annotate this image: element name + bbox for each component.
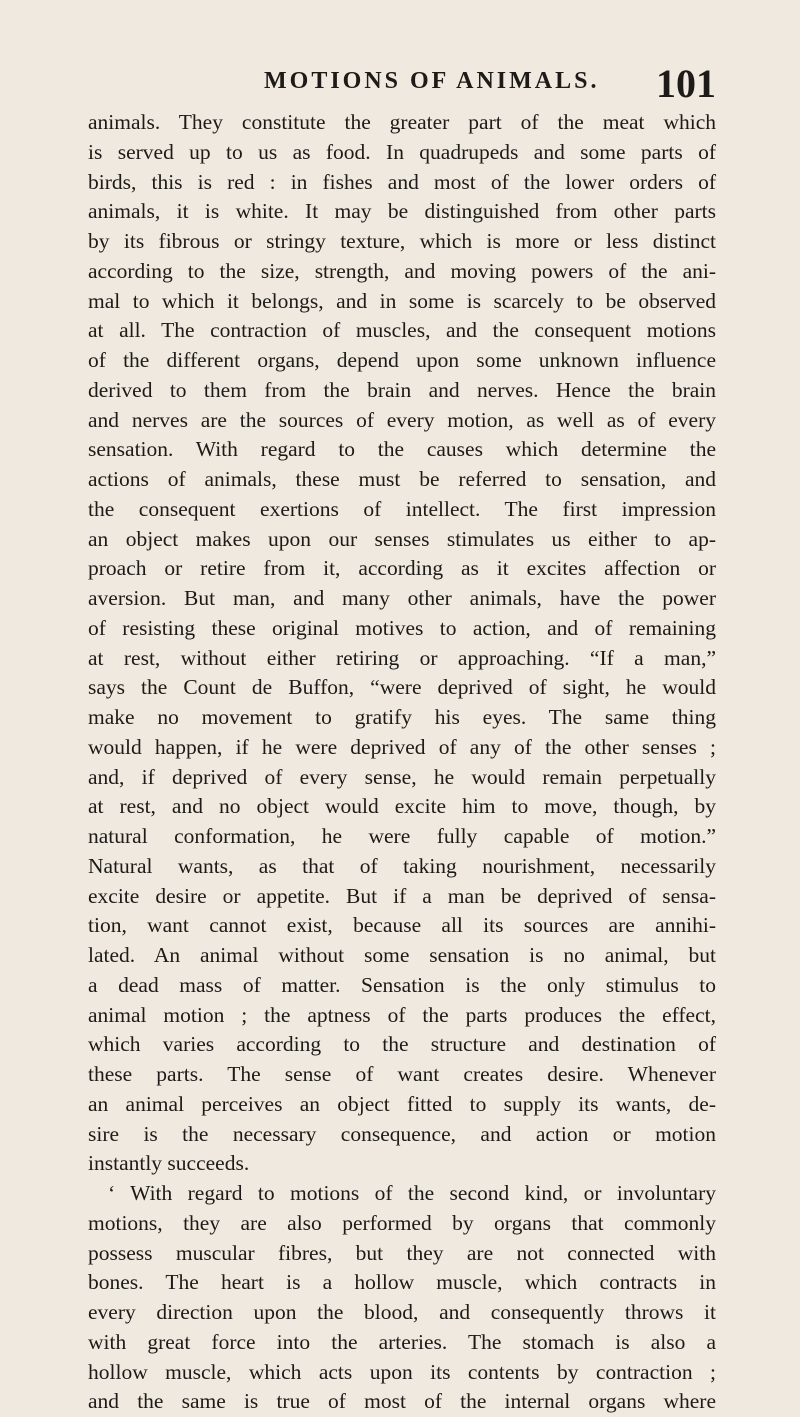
text-line: Natural wants, as that of taking nourishment, necessarily [88,853,716,878]
text-line: derived to them from the brain and nerves. Hence the brain [88,377,716,402]
text-line: animal motion ; the aptness of the parts produces the effect, [88,1002,716,1027]
text-line: aversion. But man, and many other animals, have the power [88,586,716,610]
text-line: by its fibrous or stringy texture, which is more or less distinct [88,229,716,253]
text-line: and the same is true of most of the internal organs where [88,1389,716,1414]
text-line: at rest, and no object would excite him to move, though, by [88,794,716,819]
text-line: the consequent exertions of intellect. The first impression [88,496,716,521]
text-line: possess muscular fibres, but they are not connected with [88,1240,716,1265]
text-line: every direction upon the blood, and consequently throws it [88,1300,716,1324]
text-line: which varies according to the structure and destination of [88,1032,716,1057]
text-line: lated. An animal without some sensation is no animal, but [88,943,716,967]
text-line: actions of animals, these must be referred to sensation, and [88,467,716,491]
running-title: MOTIONS OF ANIMALS. [264,68,600,94]
text-line: make no movement to gratify his eyes. The same thing [88,705,716,729]
text-line: a dead mass of matter. Sensation is the only stimulus to [88,972,716,997]
text-line: an animal perceives an object fitted to supply its wants, de- [88,1091,716,1116]
text-line: and, if deprived of every sense, he would remain perpetually [88,764,716,789]
text-line: is served up to us as food. In quadrupeds and some parts of [88,139,716,164]
text-line: at rest, without either retiring or approaching. “If a man,” [88,645,716,670]
text-line: hollow muscle, which acts upon its contents by contraction ; [88,1359,716,1384]
text-line: and nerves are the sources of every motion, as well as of every [88,407,716,432]
text-line: sire is the necessary consequence, and action or motion [88,1121,716,1146]
body-text [88,108,716,1417]
text-line: of the different organs, depend upon some unknown influence [88,348,716,372]
text-line: ‘ With regard to motions of the second kind, or involuntary [108,1181,716,1205]
text-line: at all. The contraction of muscles, and the consequent motions [88,318,716,343]
text-line: mal to which it belongs, and in some is scarcely to be observed [88,288,716,313]
text-line: tion, want cannot exist, because all its sources are annihi- [88,913,716,938]
text-line: instantly succeeds. [88,1151,250,1176]
text-line: according to the size, strength, and moving powers of the ani- [88,258,716,283]
text-line: with great force into the arteries. The stomach is also a [88,1329,716,1354]
text-line: sensation. With regard to the causes which determine the [88,437,716,462]
text-line: these parts. The sense of want creates desire. Whenever [88,1062,716,1086]
text-line: an object makes upon our senses stimulates us either to ap- [88,526,716,551]
running-head [88,60,716,104]
text-line: natural conformation, he were fully capable of motion.” [88,824,716,848]
text-line: animals, it is white. It may be distinguished from other parts [88,199,716,224]
text-line: excite desire or appetite. But if a man be deprived of sensa- [88,883,716,908]
text-line: of resisting these original motives to action, and of remaining [88,615,716,640]
text-line: bones. The heart is a hollow muscle, which contracts in [88,1270,716,1295]
text-line: animals. They constitute the greater part of the meat which [88,110,716,134]
text-line: birds, this is red : in fishes and most of the lower orders of [88,169,716,194]
text-line: motions, they are also performed by organs that commonly [88,1210,716,1235]
page-number: 101 [656,61,716,106]
text-line: would happen, if he were deprived of any of the other senses ; [88,734,716,759]
text-line: proach or retire from it, according as it excites affection or [88,556,716,581]
text-line: says the Count de Buffon, “were deprived of sight, he would [88,675,716,700]
